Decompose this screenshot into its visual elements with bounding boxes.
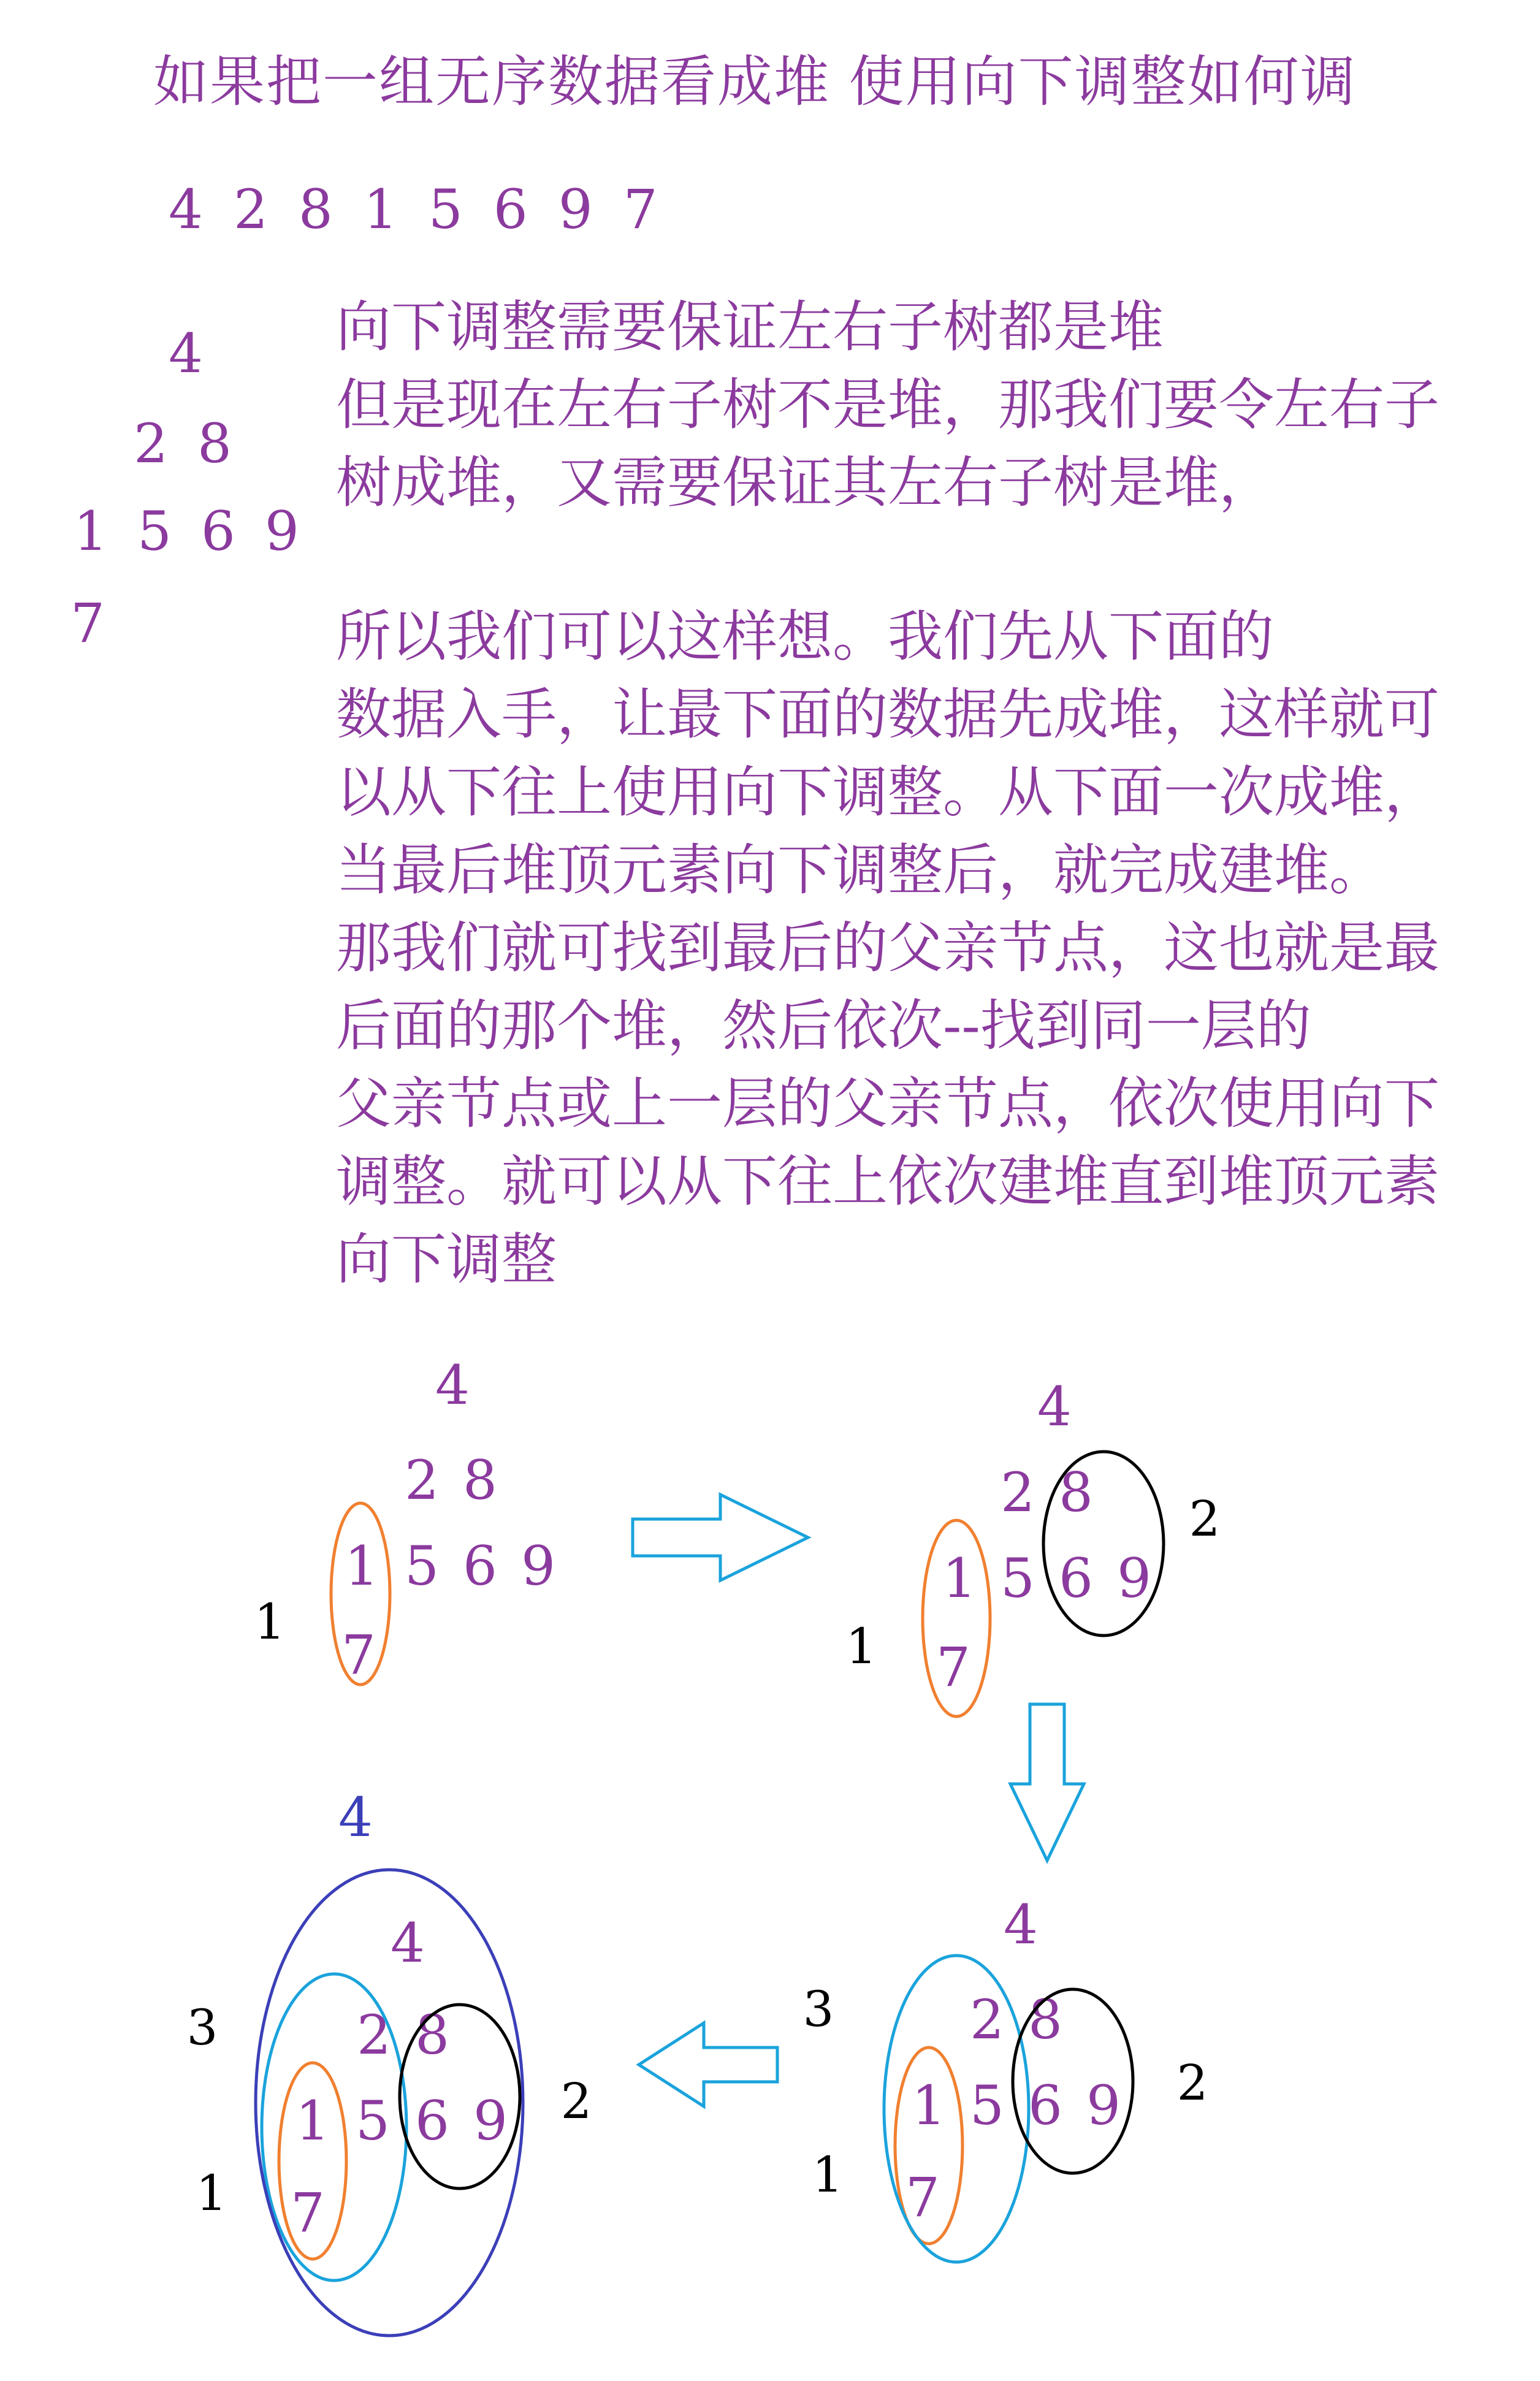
node: 8 — [415, 2003, 449, 2067]
tree-row-1: 4 — [169, 322, 203, 385]
diagram-step-4 — [187, 1786, 592, 2336]
step-label: 2 — [560, 2073, 592, 2130]
node: 9 — [1086, 2074, 1121, 2137]
paragraph-line: 调整。就可以从下往上依次建堆直到堆顶元素 — [336, 1149, 1439, 1214]
node: 6 — [415, 2089, 449, 2152]
node: 6 — [1028, 2074, 1062, 2137]
node: 6 — [1059, 1547, 1093, 1610]
step-label: 1 — [196, 2165, 227, 2222]
node: 9 — [1117, 1547, 1151, 1610]
node: 8 — [1059, 1461, 1093, 1524]
diagram-step-1 — [254, 1354, 555, 1686]
paragraph-line: 当最后堆顶元素向下调整后，就完成建堆。 — [336, 838, 1384, 902]
node: 7 — [291, 2181, 325, 2244]
node: 9 — [521, 1534, 555, 1598]
node: 9 — [473, 2089, 508, 2152]
node: 2 — [357, 2003, 391, 2067]
paragraph-line: 向下调整需要保证左右子树都是堆 — [336, 295, 1164, 359]
node: 2 — [970, 1988, 1004, 2051]
subheap-ellipse-2 — [1043, 1452, 1164, 1636]
subheap-ellipse-3 — [884, 1956, 1029, 2262]
node: 6 — [463, 1534, 497, 1598]
node: 8 — [1028, 1988, 1062, 2051]
node: 1 — [295, 2089, 330, 2152]
node-root: 4 — [1037, 1375, 1072, 1438]
top-label: 4 — [338, 1786, 373, 1849]
node: 7 — [936, 1636, 970, 1699]
paragraph-line: 那我们就可找到最后的父亲节点，这也就是最 — [336, 916, 1439, 980]
node: 1 — [345, 1534, 379, 1598]
diagram-step-3 — [803, 1893, 1208, 2262]
node: 8 — [463, 1449, 497, 1512]
paragraph-line: 数据入手，让最下面的数据先成堆，这样就可 — [336, 682, 1439, 747]
node-root: 4 — [391, 1911, 425, 1975]
step-label: 2 — [1176, 2054, 1208, 2111]
node: 2 — [405, 1449, 439, 1512]
paragraph-line: 所以我们可以这样想。我们先从下面的 — [336, 604, 1274, 669]
node: 5 — [405, 1534, 439, 1598]
node: 7 — [905, 2166, 940, 2229]
paragraph-line: 向下调整 — [336, 1227, 557, 1292]
step-label: 3 — [802, 1981, 834, 2038]
node: 1 — [942, 1547, 977, 1610]
node: 7 — [341, 1623, 376, 1686]
step-label: 2 — [1189, 1490, 1221, 1547]
step-label: 1 — [845, 1618, 877, 1675]
page-title: 如果把一组无序数据看成堆 使用向下调整如何调 — [153, 50, 1357, 114]
tree-row-4: 7 — [71, 592, 105, 655]
node: 5 — [1001, 1547, 1035, 1610]
node: 5 — [970, 2074, 1004, 2137]
tree-row-3: 1 5 6 9 — [74, 500, 299, 563]
paragraph-line: 树成堆，又需要保证其左右子树是堆， — [336, 451, 1274, 515]
paragraph-line: 后面的那个堆，然后依次--找到同一层的 — [336, 994, 1311, 1058]
arrow-right — [633, 1495, 808, 1580]
diagram-step-2 — [846, 1375, 1221, 1716]
node: 5 — [356, 2089, 390, 2152]
paragraph-line: 父亲节点或上一层的父亲节点，依次使用向下 — [336, 1072, 1439, 1136]
node: 1 — [912, 2074, 946, 2137]
tree-row-2: 2 8 — [134, 412, 232, 475]
node: 2 — [1001, 1461, 1035, 1524]
paragraph-line: 但是现在左右子树不是堆，那我们要令左右子 — [336, 373, 1439, 437]
number-sequence: 4 2 8 1 5 6 9 7 — [169, 178, 658, 241]
node-root: 4 — [435, 1354, 470, 1417]
step-label: 1 — [812, 2146, 844, 2203]
node-root: 4 — [1004, 1893, 1038, 1956]
arrow-down — [1010, 1704, 1084, 1861]
paragraph-line: 以从下往上使用向下调整。从下面一次成堆， — [336, 760, 1439, 825]
step-label: 1 — [254, 1593, 286, 1650]
arrow-left — [639, 2023, 777, 2106]
step-label: 3 — [186, 1999, 218, 2056]
